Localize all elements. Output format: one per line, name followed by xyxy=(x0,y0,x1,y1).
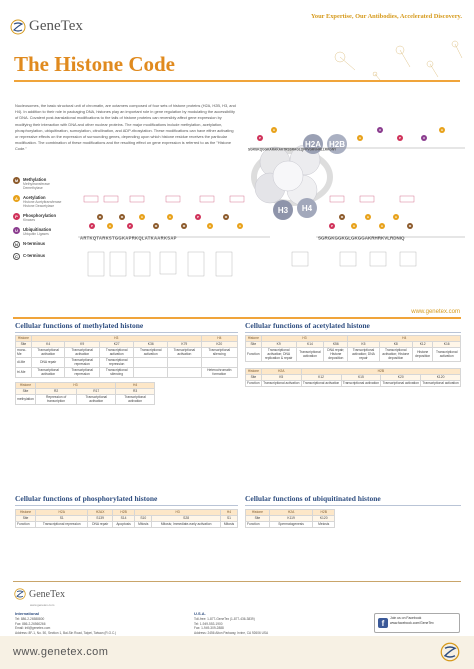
legend-name: C-terminus xyxy=(23,253,46,258)
table-header-cell: Histone xyxy=(246,509,270,515)
contact-line: Tel: 886-2-26588800 xyxy=(15,616,45,621)
table-site-cell: R2 xyxy=(35,388,76,394)
page-title: The Histone Code xyxy=(14,52,176,76)
ubiquitinated-table xyxy=(245,509,335,528)
legend-dot-icon: U xyxy=(13,227,20,234)
table-header-cell: H3 xyxy=(31,335,201,341)
ubiquitinated-section xyxy=(245,494,461,528)
dandelion-decoration-icon xyxy=(280,22,470,82)
svg-text:U: U xyxy=(422,136,426,140)
svg-text:P: P xyxy=(196,215,200,219)
legend-dot-icon: M xyxy=(14,178,19,183)
table-header-cell: H2A xyxy=(261,368,301,374)
svg-text:P: P xyxy=(258,136,262,140)
contact-line: Fax: 886-2-26560266 xyxy=(15,621,46,626)
svg-text:A: A xyxy=(272,128,276,132)
svg-text:A: A xyxy=(108,224,112,228)
table-cell: Transcriptional activation xyxy=(422,381,459,386)
table-header-cell: H3 xyxy=(35,382,115,388)
table-row xyxy=(16,357,238,367)
table-site-cell: K119 xyxy=(269,515,313,521)
legend-dot-icon: P xyxy=(13,213,20,220)
table-cell: Transcriptional activation xyxy=(433,347,461,361)
table-cell: DNA repair xyxy=(88,521,113,527)
table-row xyxy=(16,394,155,404)
table-cell: Transcriptional repression xyxy=(99,357,133,367)
table-cell: Transcriptional activation xyxy=(99,347,133,357)
table-site-cell: K20 xyxy=(201,341,237,347)
table-header-cell: H2B xyxy=(112,509,134,515)
table-site-cell: K14 xyxy=(296,341,324,347)
methylated-title: Cellular functions of methylated histone xyxy=(15,321,144,330)
ubiquitinated-rule xyxy=(245,505,461,506)
table-site-cell: Site xyxy=(246,515,270,521)
table-cell: Transcriptional silencing xyxy=(201,347,237,357)
table-row xyxy=(246,521,335,527)
svg-text:A: A xyxy=(440,128,444,132)
footer-logo-icon xyxy=(14,588,26,600)
footer-logo xyxy=(14,588,65,600)
legend-name: Acetylation xyxy=(23,195,46,200)
table-site-cell: Site xyxy=(16,515,36,521)
table-site-cell: S1 xyxy=(36,515,88,521)
legend-name: N-terminus xyxy=(23,241,46,246)
table-header-cell: Histone xyxy=(16,382,36,388)
legend-sub: Histone Acetyltransferase xyxy=(23,200,62,204)
social-line-1: Join us on Facebook xyxy=(390,616,422,620)
tagline: Your Expertise, Our Antibodies, Accelerated Discovery. xyxy=(311,13,462,20)
social-line-2[interactable]: www.facebook.com/GeneTex xyxy=(390,621,434,625)
table-cell: Function xyxy=(246,521,270,527)
table-site-cell: K9 xyxy=(261,341,296,347)
usa-title: U.S.A. xyxy=(194,611,206,616)
facebook-badge[interactable] xyxy=(374,613,460,633)
table-cell: Transcriptional activation xyxy=(296,347,324,361)
acetylated-table-1 xyxy=(245,335,461,362)
table-cell: Meiosis xyxy=(313,521,335,527)
table-site-cell: S139 xyxy=(88,515,113,521)
table-cell: Mitosis xyxy=(220,521,237,527)
svg-text:P: P xyxy=(90,224,94,228)
facebook-icon: f xyxy=(378,618,388,628)
histone-diagram xyxy=(70,100,470,300)
table-site-cell: K16 xyxy=(433,341,461,347)
phosphorylated-section xyxy=(15,494,238,528)
legend-sub2: Histone Deacetylase xyxy=(23,204,55,208)
footer-divider xyxy=(13,581,461,582)
table-header-cell: H3 xyxy=(135,509,221,515)
table-cell: Transcriptional silencing xyxy=(99,367,133,377)
header-url[interactable]: www.genetex.com xyxy=(411,309,460,315)
table-site-cell: Site xyxy=(246,374,262,380)
footer-logo-text: GeneTex xyxy=(29,588,65,600)
table-header-cell: H4 xyxy=(220,509,237,515)
table-cell: Transcriptional repression xyxy=(36,521,88,527)
contact-line: Fax: 1-949-309-2888 xyxy=(194,626,224,631)
table-cell: Heterochromatin formation xyxy=(201,367,237,377)
title-divider xyxy=(14,80,460,82)
table-cell: Transcriptional activation xyxy=(31,347,65,357)
table-header-cell: H2A xyxy=(269,509,313,515)
svg-text:M: M xyxy=(98,215,102,219)
svg-text:M: M xyxy=(120,215,124,219)
phosphorylated-table xyxy=(15,509,238,528)
table-cell: Transcriptional activation xyxy=(342,381,380,386)
table-site-cell: K56 xyxy=(324,341,348,347)
legend-name: Ubiquitination xyxy=(23,227,52,232)
table-cell: Transcriptional activation; Histone deposition xyxy=(379,347,412,361)
table-site-cell: K12 xyxy=(412,341,432,347)
table-header-cell: Histone xyxy=(16,335,32,341)
table-site-cell: Site xyxy=(246,341,262,347)
table-site-cell: K4 xyxy=(31,341,65,347)
methylated-rule xyxy=(15,332,238,333)
table-site-cell: K20 xyxy=(381,374,421,380)
h2b-label: H2B xyxy=(328,140,346,149)
acetylated-section xyxy=(245,321,461,387)
intro-paragraph: Nucleosomes, the basic structural unit of chromatin, are octamers composed of four sets of histone proteins (H2A, H2B, H3, and H4). In addition to their role in packaging DNA, histones play an important role in gene regulation by modulating the accessibility of DNA. Covalent post-translational modifications to the tails of histone proteins can reversibly affect gene expression by modifying their interaction with DNA and other nuclear proteins. The major modifications include methylation, acetylation, phosphorylation, ubiquitination, sumoylation, citrullination, and ADP-ribosylation. These modifications can have either activating or repressive effects on the expression of surrounding genes, depending upon which histone residue receives the particular modification. The combination of these modifications and the resulting effect on gene expression is referred to as the "Histone Code." xyxy=(15,103,236,152)
svg-text:M: M xyxy=(224,215,228,219)
table-cell: Transcriptional repression xyxy=(65,357,99,367)
table-site-cell: K5 xyxy=(261,374,301,380)
legend-name: Methylation xyxy=(23,177,47,182)
table-header-cell: Histone xyxy=(16,509,36,515)
table-cell: Transcriptional activation xyxy=(263,381,300,386)
h4-sequence: SGRGKGGKGLGKGGAKRHRKVLRDNIQ xyxy=(318,235,405,241)
svg-text:M: M xyxy=(340,215,344,219)
table-cell: mono-Me xyxy=(16,347,32,357)
table-cell: Mitosis xyxy=(135,521,152,527)
table-cell: Function xyxy=(246,347,262,361)
table-cell: di-Me xyxy=(16,357,32,367)
acetylated-table-2 xyxy=(245,368,461,387)
h4-label: H4 xyxy=(301,204,313,213)
table-site-cell: K9 xyxy=(65,341,99,347)
legend-sub2: Demethylase xyxy=(23,186,43,190)
methylated-table-2 xyxy=(15,382,155,405)
table-site-cell: Site xyxy=(16,341,32,347)
table-cell: DNA repair; Histone deposition xyxy=(324,347,348,361)
contact-international xyxy=(15,612,165,636)
svg-text:A: A xyxy=(208,224,212,228)
legend-dot-icon: C xyxy=(13,253,20,260)
legend-name: Phosphorylation xyxy=(23,213,57,218)
table-row xyxy=(246,380,461,386)
ubiquitinated-title: Cellular functions of ubiquitinated histone xyxy=(245,494,381,503)
table-site-cell: R3 xyxy=(116,388,155,394)
table-row xyxy=(16,367,238,377)
table-cell xyxy=(201,357,237,367)
table-cell: Transcriptional activation; DNA replication & repair xyxy=(261,347,296,361)
h2a-h2b-sequence: SGRGKQGGKARAKAKTRSSRAGLQFPVGRVHRLLRKGNY xyxy=(248,147,337,152)
svg-text:A: A xyxy=(352,224,356,228)
bottom-url[interactable]: www.genetex.com xyxy=(13,646,109,658)
table-cell: DNA repair xyxy=(31,357,65,367)
bottom-logo-icon xyxy=(440,642,460,662)
diagram-divider xyxy=(13,317,461,319)
genetex-logo-icon xyxy=(10,19,26,35)
table-cell: Transcriptional activation; DNA repair xyxy=(348,347,379,361)
table-site-cell: K12 xyxy=(301,374,341,380)
table-cell: Transcriptional repression xyxy=(65,367,99,377)
table-cell: Transcriptional activation xyxy=(77,394,116,404)
svg-text:M: M xyxy=(408,224,412,228)
table-cell xyxy=(168,357,202,367)
table-site-cell: K8 xyxy=(379,341,412,347)
legend-sub: Kinases xyxy=(23,218,36,222)
table-site-cell: S14 xyxy=(112,515,134,521)
table-cell: Spermatogenesis xyxy=(269,521,313,527)
svg-text:P: P xyxy=(330,224,334,228)
table-row xyxy=(16,521,238,527)
phosphorylated-rule xyxy=(15,505,238,506)
acetylated-title: Cellular functions of acetylated histone xyxy=(245,321,370,330)
table-cell: Transcriptional activation xyxy=(168,347,202,357)
svg-text:A: A xyxy=(380,224,384,228)
svg-text:A: A xyxy=(238,224,242,228)
svg-text:A: A xyxy=(394,215,398,219)
table-cell: Transcriptional activation xyxy=(31,367,65,377)
table-site-cell: S1 xyxy=(220,515,237,521)
svg-text:M: M xyxy=(154,224,158,228)
methylated-table-1 xyxy=(15,335,238,378)
phosphorylated-title: Cellular functions of phosphorylated histone xyxy=(15,494,158,503)
contact-line: Address: 2456 Alton Parkway, Irvine, CA 92606 USA xyxy=(194,631,269,636)
svg-text:A: A xyxy=(168,215,172,219)
table-cell: methylation xyxy=(16,394,36,404)
genetex-logo xyxy=(10,18,83,35)
legend-dot-icon: N xyxy=(13,241,20,248)
table-header-cell: H4 xyxy=(116,382,155,388)
table-row xyxy=(16,347,238,357)
logo-text: GeneTex xyxy=(29,18,83,34)
table-cell: Repression of transcription xyxy=(35,394,76,404)
svg-text:M: M xyxy=(182,224,186,228)
table-cell: Transcriptional activation xyxy=(116,394,155,404)
table-cell: Apoptosis xyxy=(112,521,134,527)
contact-line: Toll-free: 1-877-GeneTex (1-877-436-3839) xyxy=(194,616,255,621)
svg-text:U: U xyxy=(378,128,382,132)
table-header-cell: Histone xyxy=(246,368,262,374)
methylated-section xyxy=(15,321,238,405)
table-header-cell: H2B xyxy=(313,509,335,515)
svg-text:P: P xyxy=(128,224,132,228)
table-cell xyxy=(134,357,168,367)
table-cell: Transcriptional activation xyxy=(65,347,99,357)
table-site-cell: K79 xyxy=(168,341,202,347)
table-site-cell: R17 xyxy=(77,388,116,394)
table-site-cell: Site xyxy=(16,388,36,394)
table-header-cell: H4 xyxy=(201,335,237,341)
table-cell: Transcriptional activation xyxy=(382,381,419,386)
table-cell: Mitosis; Immediate-early activation xyxy=(152,521,221,527)
table-cell xyxy=(168,367,202,377)
table-header-cell: H2A xyxy=(36,509,88,515)
table-header-cell: H2AX xyxy=(88,509,113,515)
table-header-cell: H4 xyxy=(348,335,461,341)
legend-sub: Ubiquitin Ligases xyxy=(23,232,49,236)
table-cell xyxy=(134,367,168,377)
h2a-label: H2A xyxy=(304,140,322,149)
svg-text:A: A xyxy=(140,215,144,219)
h3-label: H3 xyxy=(277,206,289,215)
table-cell: Function xyxy=(247,381,260,386)
table-row xyxy=(246,347,461,361)
table-site-cell: K120 xyxy=(313,515,335,521)
contact-line: Email: intl@genetex.com xyxy=(15,626,51,631)
table-cell: Transcriptional activation xyxy=(302,381,340,386)
legend-sub: Methyltransferase xyxy=(23,182,50,186)
footer-url-small[interactable]: www.genetex.com xyxy=(30,603,55,607)
table-cell: Transcriptional activation xyxy=(134,347,168,357)
table-site-cell: S10 xyxy=(135,515,152,521)
legend-dot-icon: A xyxy=(13,195,20,202)
table-header-cell: Histone xyxy=(246,335,262,341)
table-site-cell: K5 xyxy=(348,341,379,347)
table-cell: tri-Me xyxy=(16,367,32,377)
intl-title: International xyxy=(15,611,40,616)
table-site-cell: K27 xyxy=(99,341,133,347)
table-cell: Histone deposition xyxy=(412,347,432,361)
svg-text:A: A xyxy=(358,136,362,140)
contact-line: Tel: 1-949-553-1900 xyxy=(194,621,223,626)
table-site-cell: S28 xyxy=(152,515,221,521)
acetylated-rule xyxy=(245,332,461,333)
table-site-cell: K15 xyxy=(341,374,381,380)
svg-text:A: A xyxy=(366,215,370,219)
h3-sequence: ARTKQTARKSTGGKAPRKQLATKAARKSAP xyxy=(80,235,177,241)
table-header-cell: H3 xyxy=(261,335,348,341)
svg-text:P: P xyxy=(398,136,402,140)
table-site-cell: K36 xyxy=(134,341,168,347)
table-site-cell: K120 xyxy=(421,374,461,380)
contact-line: Address: 8F-1, No. 50, Section 1, Bai-Sin Road, Taipei, Taiwan (R.O.C.) xyxy=(15,631,117,636)
table-header-cell: H2B xyxy=(301,368,460,374)
table-cell: Function xyxy=(16,521,36,527)
